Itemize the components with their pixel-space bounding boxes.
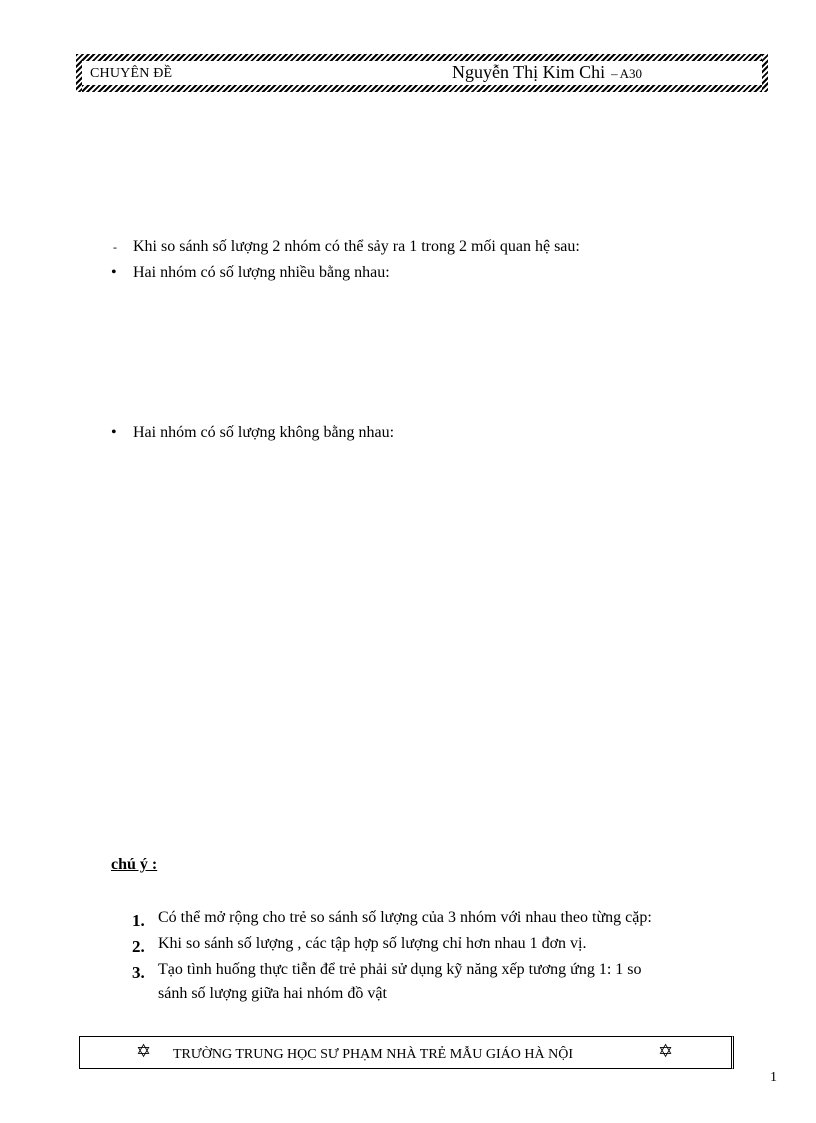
- note-number-1: 1.: [132, 911, 145, 930]
- header-author-block: [452, 62, 642, 83]
- intro-text: Khi so sánh số lượng 2 nhóm có thể sảy ra 1 trong 2 mối quan hệ sau:: [133, 238, 580, 255]
- notes-title: chú ý :: [111, 856, 158, 873]
- header-border-bottom: [76, 85, 768, 92]
- page-footer: [79, 1036, 734, 1069]
- bullet-text-1: Hai nhóm có số lượng nhiều bằng nhau:: [133, 264, 390, 281]
- header-author: Nguyễn Thị Kim Chi: [452, 62, 606, 82]
- bullet-text-2: Hai nhóm có số lượng không bằng nhau:: [133, 424, 395, 441]
- intro-dash-marker: -: [113, 240, 117, 254]
- header-content: [82, 61, 762, 85]
- note-text-2: Khi so sánh số lượng , các tập hợp số lượng chỉ hơn nhau 1 đơn vị.: [158, 935, 587, 952]
- header-separator: –: [611, 66, 618, 81]
- note-text-3: Tạo tình huống thực tiễn để trẻ phải sử dụng kỹ năng xếp tương ứng 1: 1 so: [158, 961, 642, 978]
- page-number: 1: [770, 1070, 777, 1085]
- footer-school-name: TRƯỜNG TRUNG HỌC SƯ PHẠM NHÀ TRẺ MẪU GIÁO HÀ NỘI: [173, 1047, 573, 1062]
- note-text-3-continued: sánh số lượng giữa hai nhóm đồ vật: [158, 985, 387, 1002]
- header-class-code: A30: [619, 66, 643, 81]
- note-text-1: Có thể mở rộng cho trẻ so sánh số lượng của 3 nhóm với nhau theo từng cặp:: [158, 909, 652, 926]
- star-of-david-icon: ✡: [658, 1041, 674, 1061]
- header-border-top: [76, 54, 768, 61]
- header-topic-label: CHUYÊN ĐỀ: [90, 66, 173, 81]
- header-border-right: [762, 54, 768, 92]
- star-of-david-icon: ✡: [136, 1041, 152, 1061]
- page-header: [76, 54, 768, 92]
- note-number-3: 3.: [132, 963, 145, 982]
- bullet-marker-2: •: [111, 424, 117, 441]
- bullet-marker-1: •: [111, 264, 117, 281]
- note-number-2: 2.: [132, 937, 145, 956]
